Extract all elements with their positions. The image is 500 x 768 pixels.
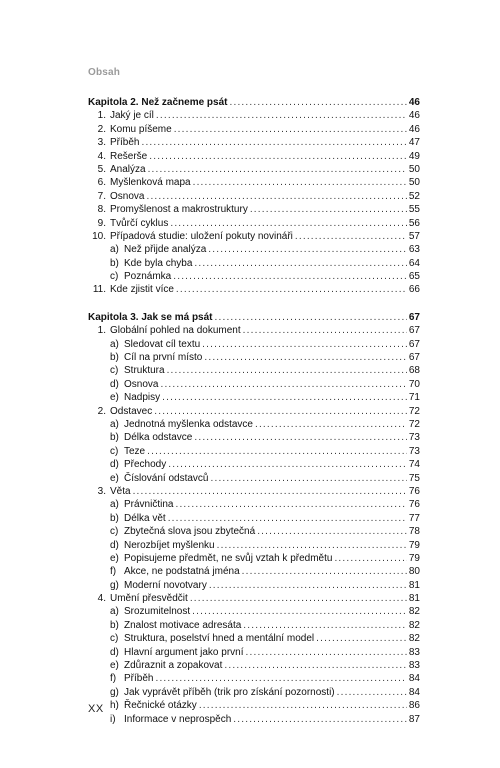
dot-leader <box>211 472 407 485</box>
toc-entry-number: c) <box>110 526 119 538</box>
toc-entry <box>88 458 420 471</box>
toc-entry-number: 10. <box>92 230 106 242</box>
toc-entry <box>88 525 420 538</box>
toc-entry-title: Věta <box>110 485 131 497</box>
toc-entry <box>88 230 420 243</box>
toc-entry-number: b) <box>110 512 119 524</box>
toc-entry-title: Struktura, poselství hned a mentální model <box>124 633 315 645</box>
toc-entry <box>88 364 420 377</box>
toc-entry-title: Hlavní argument jako první <box>124 646 244 658</box>
toc-entry-title: Struktura <box>124 365 165 377</box>
toc-entry-title: Jak vyprávět příběh (trik pro získání pozornosti) <box>124 686 335 698</box>
toc-entry <box>88 539 420 552</box>
toc-entry-title: Poznámka <box>124 271 172 283</box>
toc-entry-number: h) <box>110 700 119 712</box>
dot-leader <box>194 431 407 444</box>
toc-entry-page: 52 <box>408 190 420 202</box>
toc-entry-title: Kde zjistit více <box>110 284 174 296</box>
dot-leader <box>250 203 407 216</box>
toc-entry-page: 68 <box>408 365 420 377</box>
toc-entry <box>88 646 420 659</box>
dot-leader <box>215 311 407 324</box>
toc-entry-title: Případová studie: uložení pokuty novináři <box>110 230 293 242</box>
toc-entry-number: 9. <box>97 217 106 229</box>
toc-entry-number: b) <box>110 257 119 269</box>
toc-entry-number: i) <box>110 713 116 725</box>
toc-entry <box>88 190 420 203</box>
toc-entry-page: 49 <box>408 150 420 162</box>
toc-entry-number: e) <box>110 552 119 564</box>
toc-entry <box>88 270 420 283</box>
toc-entry-page: 66 <box>408 284 420 296</box>
toc-entry <box>88 565 420 578</box>
dot-leader <box>204 351 407 364</box>
toc-entry <box>88 351 420 364</box>
dot-leader <box>170 217 407 230</box>
toc-chapter-entry <box>88 311 420 324</box>
toc-entry <box>88 552 420 565</box>
toc-entry <box>88 632 420 645</box>
toc-entry-number: 2. <box>97 405 106 417</box>
toc-entry-number: 4. <box>97 150 106 162</box>
toc-entry <box>88 498 420 511</box>
toc-entry <box>88 605 420 618</box>
toc-entry-number: 5. <box>97 163 106 175</box>
dot-leader <box>167 364 407 377</box>
dot-leader <box>133 485 407 498</box>
toc-entry-number: 4. <box>97 593 106 605</box>
toc-entry <box>88 659 420 672</box>
toc-entry-title: Sledovat cíl textu <box>124 338 201 350</box>
toc-entry-title: Číslování odstavců <box>124 472 209 484</box>
toc-entry-title: Jaký je cíl <box>110 110 154 122</box>
toc-entry-page: 47 <box>408 137 420 149</box>
toc-entry-page: 73 <box>408 445 420 457</box>
toc-entry-page: 67 <box>408 325 420 337</box>
dot-leader <box>334 552 406 565</box>
toc-entry-page: 82 <box>408 606 420 618</box>
toc-entry-number: f) <box>110 566 117 578</box>
toc-entry-title: Jednotná myšlenka odstavce <box>124 418 253 430</box>
toc-entry-title: Osnova <box>110 190 145 202</box>
toc-entry-page: 87 <box>408 713 420 725</box>
toc-chapter-entry <box>88 96 420 109</box>
dot-leader <box>192 605 407 618</box>
dot-leader <box>190 592 407 605</box>
toc-entry-number: 8. <box>97 204 106 216</box>
toc-entry <box>88 686 420 699</box>
toc-entry-page: 46 <box>408 123 420 135</box>
dot-leader <box>233 713 407 726</box>
toc-entry-number: b) <box>110 352 119 364</box>
toc-entry-title: Globální pohled na dokument <box>110 325 241 337</box>
dot-leader <box>160 378 406 391</box>
dot-leader <box>176 283 407 296</box>
toc-entry-page: 73 <box>408 432 420 444</box>
toc-entry-page: 67 <box>408 352 420 364</box>
toc-entry <box>88 672 420 685</box>
toc-entry-number: c) <box>110 445 119 457</box>
toc-entry-title: Tvůrčí cyklus <box>110 217 169 229</box>
page-number-footer: XX <box>88 703 104 715</box>
toc-entry <box>88 283 420 296</box>
toc-entry <box>88 579 420 592</box>
dot-leader <box>246 646 407 659</box>
toc-entry-number: g) <box>110 579 119 591</box>
toc-entry-page: 80 <box>408 566 420 578</box>
toc-entry-number: a) <box>110 499 119 511</box>
toc-entry <box>88 485 420 498</box>
toc-entry-page: 74 <box>408 459 420 471</box>
dot-leader <box>146 190 406 203</box>
toc-entry <box>88 217 420 230</box>
toc-entry-page: 65 <box>408 271 420 283</box>
toc-entry-page: 72 <box>408 405 420 417</box>
table-of-contents <box>88 96 420 726</box>
toc-entry-title: Odstavec <box>110 405 153 417</box>
toc-entry-title: Osnova <box>124 378 159 390</box>
dot-leader <box>193 176 407 189</box>
toc-entry-page: 82 <box>408 619 420 631</box>
toc-entry-number: a) <box>110 338 119 350</box>
toc-entry <box>88 123 420 136</box>
toc-entry <box>88 109 420 122</box>
toc-entry-page: 83 <box>408 660 420 672</box>
dot-leader <box>337 686 407 699</box>
dot-leader <box>208 243 407 256</box>
toc-entry <box>88 257 420 270</box>
dot-leader <box>316 632 407 645</box>
toc-entry-title: Akce, ne podstatná jména <box>124 566 240 578</box>
dot-leader <box>202 338 407 351</box>
dot-leader <box>243 619 407 632</box>
toc-entry <box>88 472 420 485</box>
toc-entry-page: 57 <box>408 230 420 242</box>
toc-entry <box>88 713 420 726</box>
toc-entry-page: 67 <box>408 311 420 323</box>
toc-entry-page: 55 <box>408 204 420 216</box>
toc-entry-title: Cíl na první místo <box>124 352 203 364</box>
toc-entry-title: Nadpisy <box>124 392 161 404</box>
toc-entry-title: Než přijde analýza <box>124 244 207 256</box>
toc-entry-page: 63 <box>408 244 420 256</box>
toc-entry-title: Popisujeme předmět, ne svůj vztah k předmětu <box>124 552 333 564</box>
dot-leader <box>174 123 407 136</box>
toc-entry-page: 79 <box>408 539 420 551</box>
toc-entry-page: 75 <box>408 472 420 484</box>
dot-leader <box>173 270 407 283</box>
toc-entry-number: 1. <box>97 110 106 122</box>
toc-entry-title: Nerozbíjet myšlenku <box>124 539 215 551</box>
toc-entry <box>88 163 420 176</box>
toc-entry-page: 76 <box>408 499 420 511</box>
toc-entry <box>88 431 420 444</box>
toc-entry-page: 84 <box>408 673 420 685</box>
toc-entry-page: 86 <box>408 700 420 712</box>
toc-entry-page: 81 <box>408 579 420 591</box>
dot-leader <box>147 445 407 458</box>
toc-entry-number: b) <box>110 619 119 631</box>
toc-entry-number: 1. <box>97 325 106 337</box>
toc-entry-number: 11. <box>92 284 106 296</box>
dot-leader <box>209 579 407 592</box>
toc-entry-page: 70 <box>408 378 420 390</box>
toc-entry-number: b) <box>110 432 119 444</box>
toc-entry-title: Délka odstavce <box>124 432 193 444</box>
toc-entry-title: Kapitola 2. Než začneme psát <box>88 97 228 108</box>
toc-entry <box>88 324 420 337</box>
toc-entry-page: 67 <box>408 338 420 350</box>
toc-entry-number: d) <box>110 539 119 551</box>
toc-entry-number: a) <box>110 606 119 618</box>
dot-leader <box>230 96 407 109</box>
dot-leader <box>175 498 406 511</box>
dot-leader <box>257 525 407 538</box>
toc-entry-title: Informace v neprospěch <box>124 713 232 725</box>
toc-entry-title: Zbytečná slova jsou zbytečná <box>124 526 256 538</box>
dot-leader <box>243 324 407 337</box>
toc-entry-title: Promyšlenost a makrostruktury <box>110 204 248 216</box>
dot-leader <box>242 565 407 578</box>
dot-leader <box>149 150 407 163</box>
toc-entry-title: Moderní novotvary <box>124 579 207 591</box>
toc-entry-number: 7. <box>97 190 106 202</box>
toc-entry-title: Srozumitelnost <box>124 606 191 618</box>
toc-entry-page: 82 <box>408 633 420 645</box>
toc-entry <box>88 176 420 189</box>
toc-entry-page: 71 <box>408 392 420 404</box>
toc-entry-page: 84 <box>408 686 420 698</box>
toc-entry-number: 2. <box>97 123 106 135</box>
toc-entry-page: 64 <box>408 257 420 269</box>
toc-entry-number: d) <box>110 646 119 658</box>
toc-entry-title: Příběh <box>110 137 140 149</box>
toc-entry-page: 50 <box>408 163 420 175</box>
toc-entry-title: Umění přesvědčit <box>110 593 188 605</box>
toc-entry <box>88 699 420 712</box>
toc-entry-number: a) <box>110 244 119 256</box>
toc-entry-page: 81 <box>408 593 420 605</box>
toc-entry <box>88 150 420 163</box>
toc-entry-title: Přechody <box>124 459 167 471</box>
toc-entry-title: Délka vět <box>124 512 166 524</box>
dot-leader <box>148 163 407 176</box>
toc-entry <box>88 243 420 256</box>
dot-leader <box>154 405 407 418</box>
toc-entry-title: Teze <box>124 445 146 457</box>
toc-entry-title: Kapitola 3. Jak se má psát <box>88 311 213 323</box>
toc-entry-page: 83 <box>408 646 420 658</box>
toc-entry <box>88 619 420 632</box>
toc-entry-title: Zdůraznit a zopakovat <box>124 660 223 672</box>
toc-entry-number: e) <box>110 472 119 484</box>
toc-entry-number: e) <box>110 392 119 404</box>
dot-leader <box>168 458 407 471</box>
toc-entry-number: 6. <box>97 177 106 189</box>
toc-entry <box>88 378 420 391</box>
dot-leader <box>224 659 406 672</box>
toc-entry-number: c) <box>110 271 119 283</box>
toc-entry-title: Řečnické otázky <box>124 700 197 712</box>
toc-entry-page: 46 <box>408 97 420 108</box>
toc-entry-title: Myšlenková mapa <box>110 177 191 189</box>
toc-entry-page: 56 <box>408 217 420 229</box>
dot-leader <box>141 136 406 149</box>
toc-entry-title: Znalost motivace adresáta <box>124 619 242 631</box>
toc-entry-number: c) <box>110 365 119 377</box>
dot-leader <box>156 109 407 122</box>
toc-entry <box>88 592 420 605</box>
toc-entry <box>88 445 420 458</box>
toc-entry <box>88 203 420 216</box>
toc-entry-page: 46 <box>408 110 420 122</box>
toc-entry-title: Kde byla chyba <box>124 257 193 269</box>
toc-entry <box>88 405 420 418</box>
dot-leader <box>199 699 407 712</box>
dot-leader <box>194 257 406 270</box>
dot-leader <box>217 539 407 552</box>
toc-entry-title: Právničtina <box>124 499 174 511</box>
toc-entry-number: a) <box>110 418 119 430</box>
toc-entry-number: f) <box>110 673 117 685</box>
toc-entry-page: 76 <box>408 485 420 497</box>
running-header: Obsah <box>88 67 121 78</box>
toc-entry-title: Analýza <box>110 163 146 175</box>
toc-entry <box>88 391 420 404</box>
toc-entry-number: d) <box>110 459 119 471</box>
toc-entry <box>88 338 420 351</box>
toc-entry-title: Příběh <box>124 673 154 685</box>
toc-entry-number: 3. <box>97 485 106 497</box>
toc-entry-number: 3. <box>97 137 106 149</box>
toc-entry <box>88 136 420 149</box>
dot-leader <box>162 391 407 404</box>
toc-entry-page: 77 <box>408 512 420 524</box>
toc-entry-page: 78 <box>408 526 420 538</box>
toc-entry-number: e) <box>110 660 119 672</box>
dot-leader <box>168 512 407 525</box>
toc-entry-page: 72 <box>408 418 420 430</box>
toc-entry <box>88 418 420 431</box>
toc-entry-number: d) <box>110 378 119 390</box>
toc-entry-number: g) <box>110 686 119 698</box>
dot-leader <box>155 672 406 685</box>
dot-leader <box>255 418 407 431</box>
toc-entry-page: 79 <box>408 552 420 564</box>
toc-entry-number: c) <box>110 633 119 645</box>
toc-entry-page: 50 <box>408 177 420 189</box>
toc-entry-title: Rešerše <box>110 150 148 162</box>
dot-leader <box>295 230 407 243</box>
toc-entry-title: Komu píšeme <box>110 123 172 135</box>
toc-entry <box>88 512 420 525</box>
